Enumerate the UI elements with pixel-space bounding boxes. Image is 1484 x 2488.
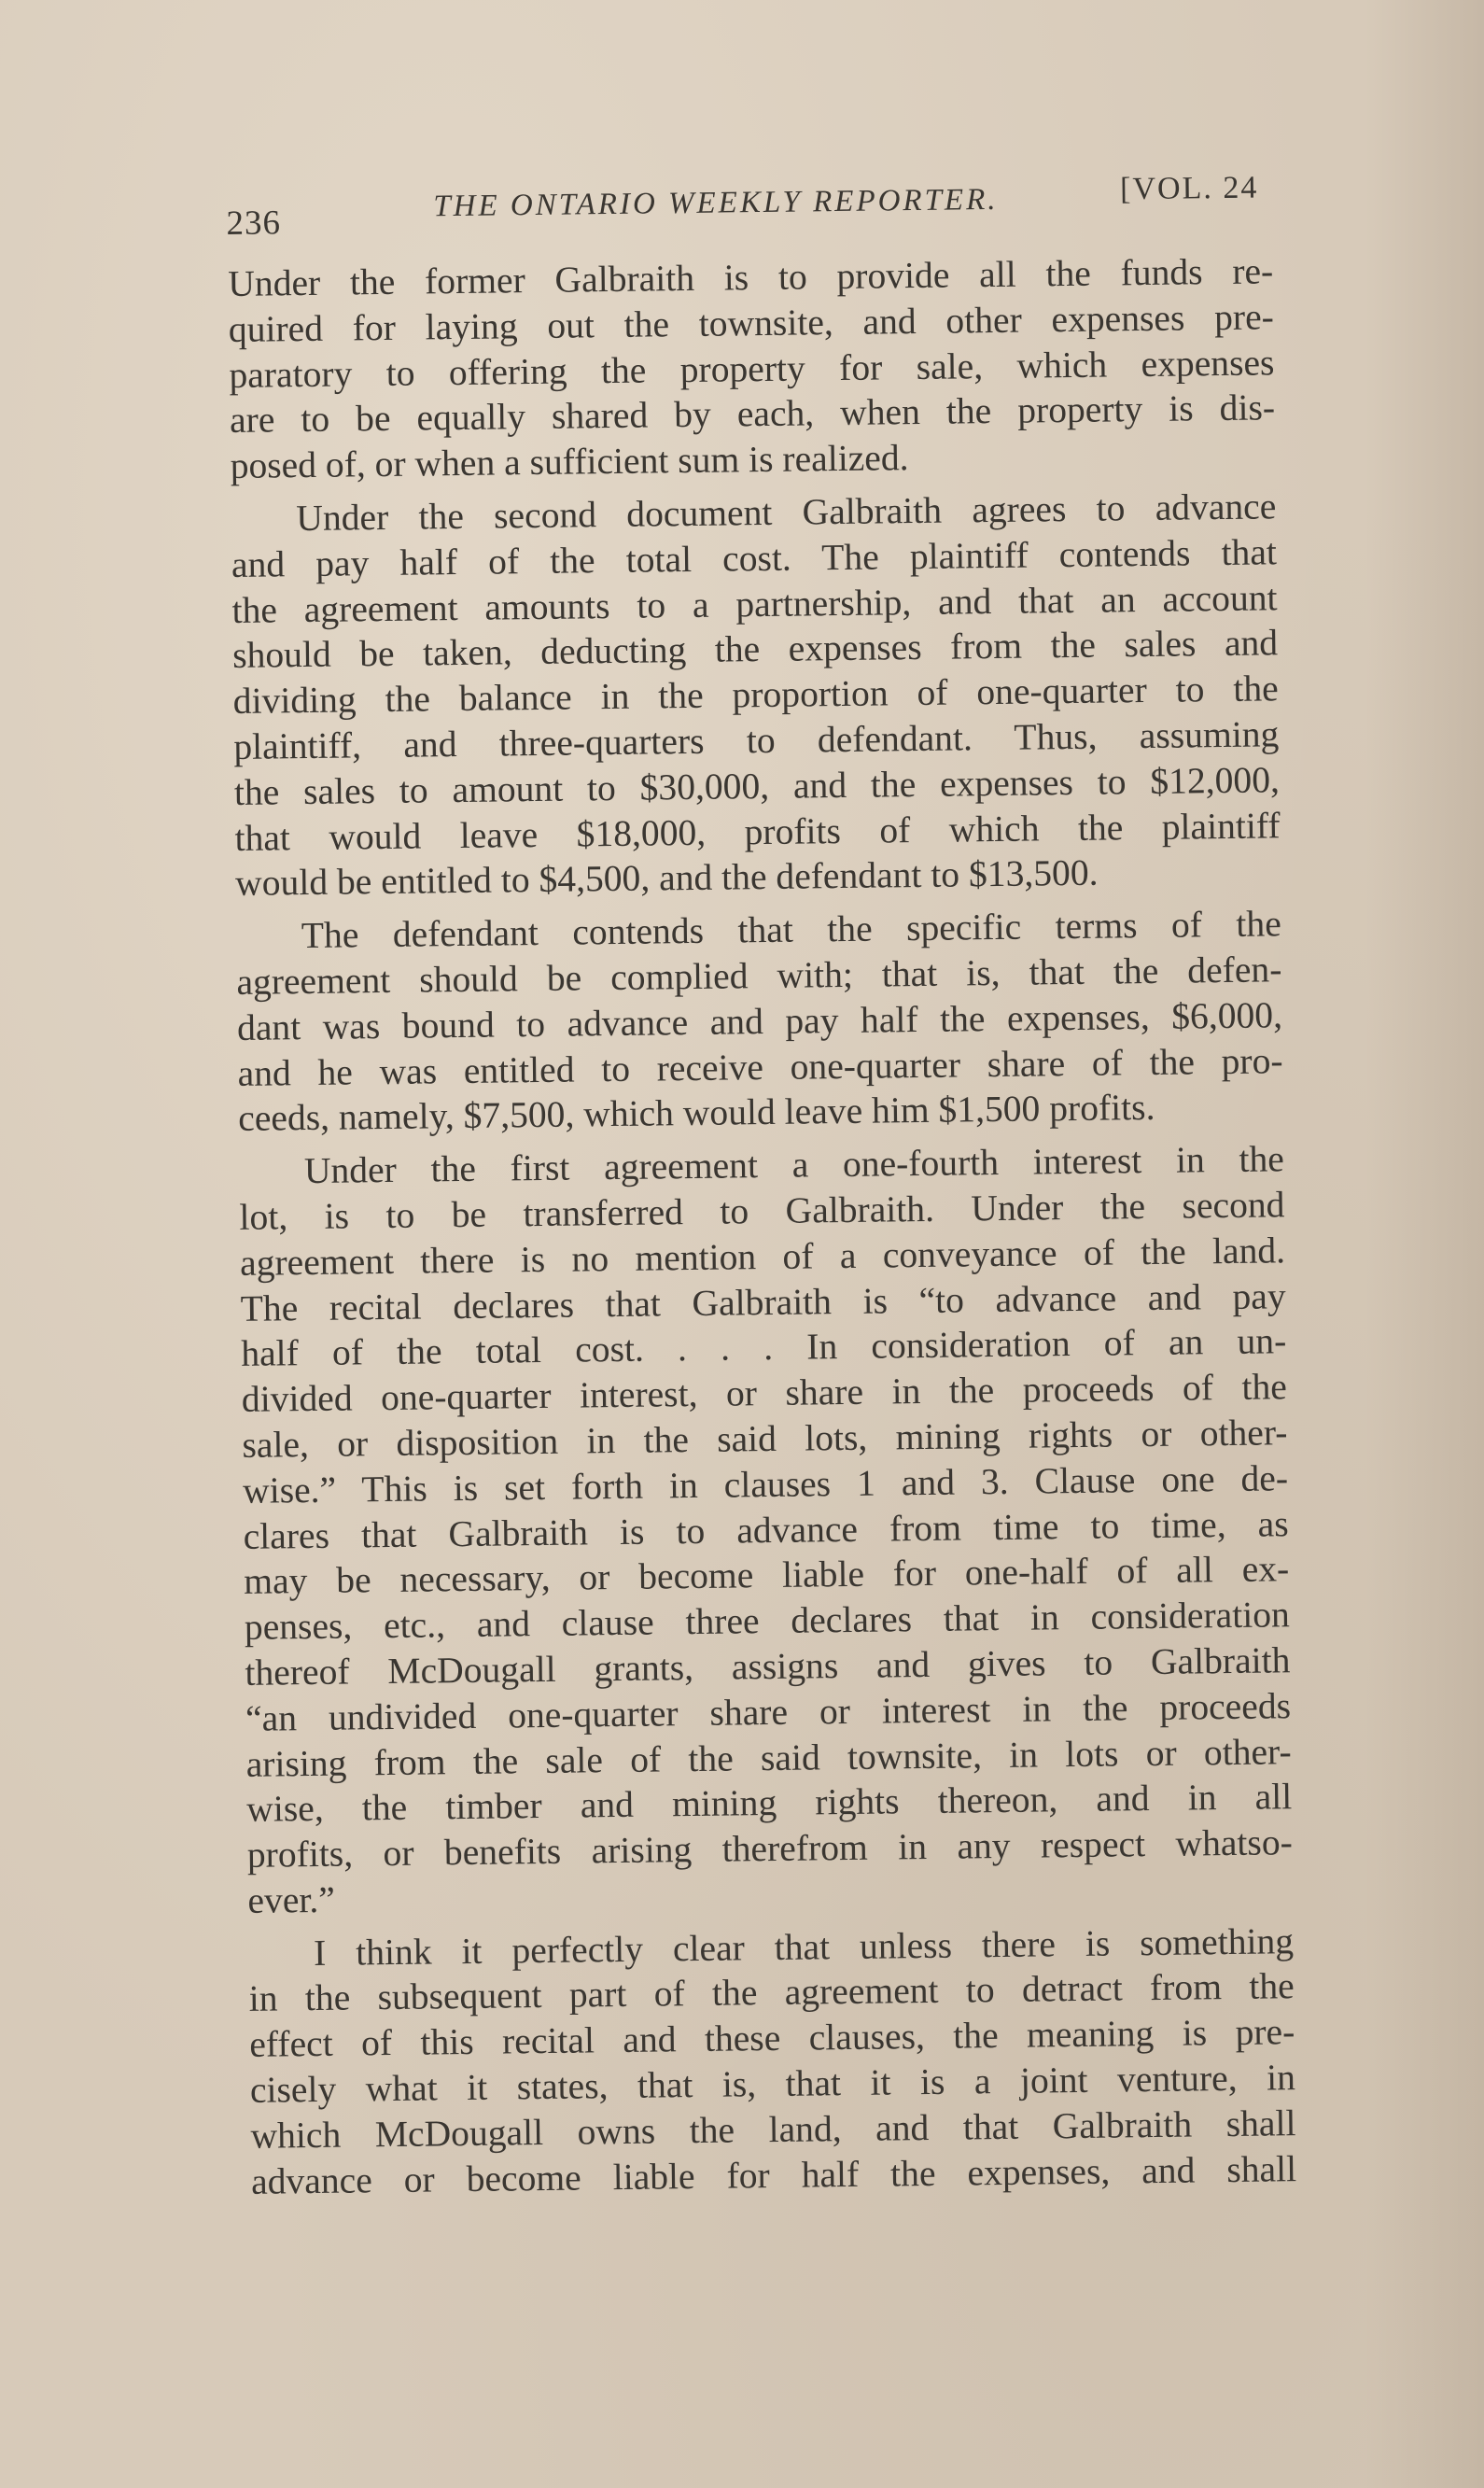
text-line: divided one-quarter interest, or share in the proceeds of the bbox=[241, 1366, 1288, 1421]
text-line: dant was bound to advance and pay half the expenses, $6,000, bbox=[236, 994, 1283, 1048]
text-line: in the subsequent part of the agreement to detract from the bbox=[248, 1965, 1295, 2020]
text-line: would be entitled to $4,500, and the defendant to $13,500. bbox=[234, 852, 1099, 905]
text-line: may be necessary, or become liable for one-half of all ex- bbox=[244, 1548, 1290, 1603]
text-line: wise, the timber and mining rights thereon, and in all bbox=[245, 1776, 1293, 1831]
text-line: and pay half of the total cost. The plaintiff contends that bbox=[231, 531, 1278, 585]
paragraph bbox=[228, 248, 1276, 489]
text-line: plaintiff, and three-quarters to defendant. Thus, assuming bbox=[233, 713, 1280, 767]
text-line: should be taken, deducting the expenses from the sales and bbox=[231, 622, 1279, 677]
text-line: penses, etc., and clause three declares that in consideration bbox=[244, 1594, 1291, 1648]
paragraph bbox=[231, 484, 1281, 907]
text-line: the agreement amounts to a partnership, and that an account bbox=[231, 576, 1278, 631]
paragraph bbox=[248, 1919, 1296, 2204]
text-line: effect of this recital and these clauses, the meaning is pre- bbox=[249, 2011, 1295, 2066]
text-line: are to be equally shared by each, when the property is dis- bbox=[229, 387, 1276, 442]
page-header bbox=[226, 170, 1281, 243]
text-line: wise.” This is set forth in clauses 1 and 3. Clause one de- bbox=[242, 1456, 1289, 1511]
text-line: agreement there is no mention of a conveyance of the land. bbox=[239, 1229, 1286, 1284]
text-line: which McDougall owns the land, and that Galbraith shall bbox=[250, 2102, 1296, 2157]
text-line: I think it perfectly clear that unless there is something bbox=[313, 1919, 1295, 1974]
text-line: profits, or benefits arising therefrom in any respect whatso- bbox=[246, 1821, 1294, 1876]
text-line: cisely what it states, that is, that it is a joint venture, in bbox=[249, 2057, 1296, 2111]
text-line: advance or become liable for half the expenses, and shall bbox=[250, 2147, 1297, 2202]
volume-label: [VOL. 24 bbox=[1119, 170, 1259, 207]
page-number: 236 bbox=[226, 204, 282, 243]
text-line: The defendant contends that the specific terms of the bbox=[301, 903, 1282, 957]
text-line: the sales to amount to $30,000, and the expenses to $12,000, bbox=[233, 759, 1281, 813]
text-line: agreement should be complied with; that is, that the defen- bbox=[236, 949, 1282, 1003]
text-line: Under the former Galbraith is to provide all the funds re- bbox=[228, 250, 1274, 304]
text-line: that would leave $18,000, profits of which the plaintiff bbox=[234, 804, 1281, 859]
text-line: ceeds, namely, $7,500, which would leave him $1,500 profits. bbox=[237, 1087, 1155, 1140]
running-title: THE ONTARIO WEEKLY REPORTER. bbox=[433, 182, 999, 224]
text-line: “an undivided one-quarter share or interest in the proceeds bbox=[245, 1684, 1292, 1739]
text-line: dividing the balance in the proportion of one-quarter to the bbox=[232, 668, 1279, 723]
text-line: sale, or disposition in the said lots, mining rights or other- bbox=[242, 1412, 1288, 1466]
text-line: half of the total cost. . . . In consideration of an un- bbox=[241, 1320, 1287, 1375]
text-line: The recital declares that Galbraith is “to advance and pay bbox=[240, 1274, 1286, 1329]
text-line: and he was entitled to receive one-quarter share of the pro- bbox=[237, 1039, 1283, 1094]
text-line: ever.” bbox=[247, 1878, 336, 1921]
text-line: thereof McDougall grants, assigns and gives to Galbraith bbox=[245, 1639, 1291, 1694]
text-line: paratory to offering the property for sale, which expenses bbox=[229, 341, 1275, 396]
text-line: posed of, or when a sufficient sum is realized. bbox=[230, 437, 909, 487]
text-line: quired for laying out the townsite, and other expenses pre- bbox=[228, 296, 1275, 350]
paragraph bbox=[239, 1136, 1294, 1923]
body-text bbox=[228, 248, 1296, 2204]
text-line: arising from the sale of the said townsite, in lots or other- bbox=[245, 1730, 1292, 1785]
text-line: Under the second document Galbraith agrees to advance bbox=[296, 485, 1277, 540]
paragraph bbox=[236, 901, 1284, 1142]
text-line: Under the first agreement a one-fourth interest in the bbox=[303, 1138, 1285, 1192]
text-line: clares that Galbraith is to advance from time to time, as bbox=[243, 1502, 1289, 1557]
text-line: lot, is to be transferred to Galbraith. Under the second bbox=[239, 1184, 1285, 1238]
